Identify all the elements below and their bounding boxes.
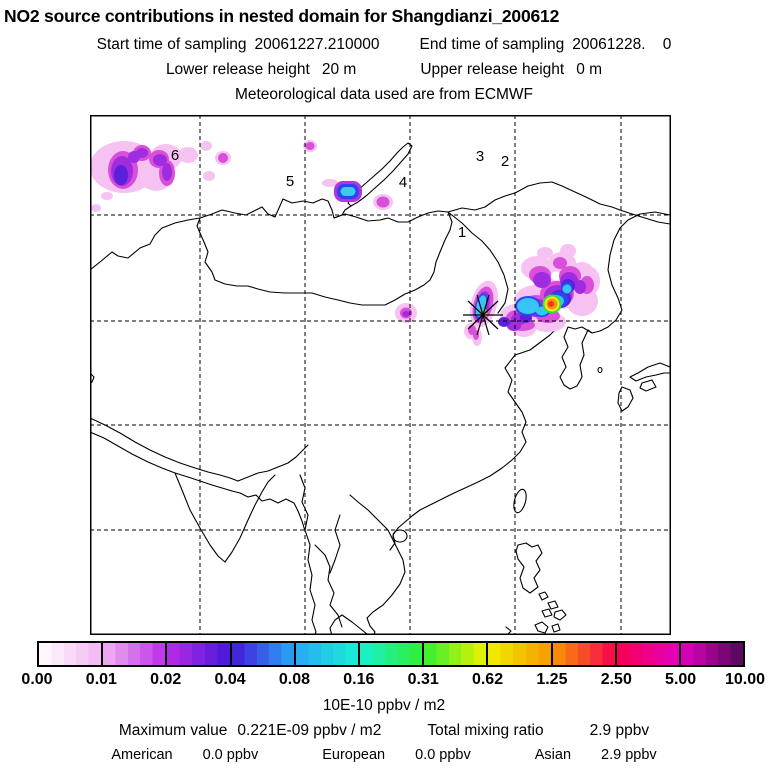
colorbar [37,641,745,667]
colorbar-tick-label-0.08: 0.08 [278,671,311,688]
lower-release-label: Lower release height [165,61,310,78]
grid-lines [90,115,670,635]
colorbar-segment-2 [167,643,231,665]
site-label-5: 5 [285,173,295,190]
colorbar-tick-label-2.50: 2.50 [600,671,632,688]
site-label-4: 4 [398,174,408,191]
colorbar-segment-0 [39,643,103,665]
total-mixing-ratio-label: Total mixing ratio [427,722,544,739]
colorbar-tick-label-0.16: 0.16 [343,671,375,688]
map-plot [90,115,671,635]
colorbar-segment-6 [424,643,488,665]
start-time-value: 20061227.210000 [254,36,380,53]
site-label-1: 1 [457,224,467,241]
end-time-value: 20061228. 0 [572,36,672,53]
max-value-line [0,722,768,740]
colorbar-segment-4 [296,643,360,665]
colorbar-segment-8 [553,643,617,665]
colorbar-segment-9 [617,643,681,665]
sampling-times-line [0,36,768,54]
page-title: NO2 source contributions in nested domain for Shangdianzi_200612 [4,6,560,26]
colorbar-tick-label-0.62: 0.62 [471,671,504,688]
colorbar-segment-7 [488,643,552,665]
start-time-label: Start time of sampling [96,36,247,53]
colorbar-tick-label-0.02: 0.02 [150,671,182,688]
colorbar-segment-10 [681,643,743,665]
region-asian-value: 2.9 ppbv [601,747,657,763]
region-european-label: European [322,747,386,763]
end-time-label: End time of sampling [419,36,565,53]
release-heights-line [0,61,768,79]
colorbar-segment-5 [360,643,424,665]
upper-release-value: 0 m [576,61,603,78]
coastlines [90,143,670,635]
colorbar-tick-label-0.00: 0.00 [21,671,53,688]
site-label-2: 2 [500,153,510,170]
colorbar-unit-label: 10E-10 ppbv / m2 [322,697,446,714]
region-american-value: 0.0 ppbv [202,747,259,763]
colorbar-segment-3 [232,643,296,665]
region-european-value: 0.0 ppbv [415,747,471,763]
colorbar-tick-label-0.04: 0.04 [214,671,246,688]
colorbar-tick-labels [21,671,766,691]
concentration-plumes [90,140,600,346]
site-label-6: 6 [170,147,180,164]
max-value: 0.221E-09 ppbv / m2 [237,722,382,739]
colorbar-tick-label-0.31: 0.31 [407,671,439,688]
total-mixing-ratio-value: 2.9 ppbv [589,722,650,739]
map-frame [91,116,671,635]
max-value-label: Maximum value [118,722,228,739]
region-contributions-line [0,747,768,763]
colorbar-segment-1 [103,643,167,665]
colorbar-tick-label-1.25: 1.25 [536,671,568,688]
site-label-3: 3 [475,148,485,165]
colorbar-tick-label-10.00: 10.00 [724,671,766,688]
colorbar-tick-label-5.00: 5.00 [665,671,697,688]
met-data-line: Meteorological data used are from ECMWF [234,86,534,103]
region-american-label: American [111,747,173,763]
colorbar-tick-label-0.01: 0.01 [85,671,117,688]
upper-release-label: Upper release height [420,61,565,78]
lower-release-value: 20 m [321,61,357,78]
region-asian-label: Asian [534,747,572,763]
